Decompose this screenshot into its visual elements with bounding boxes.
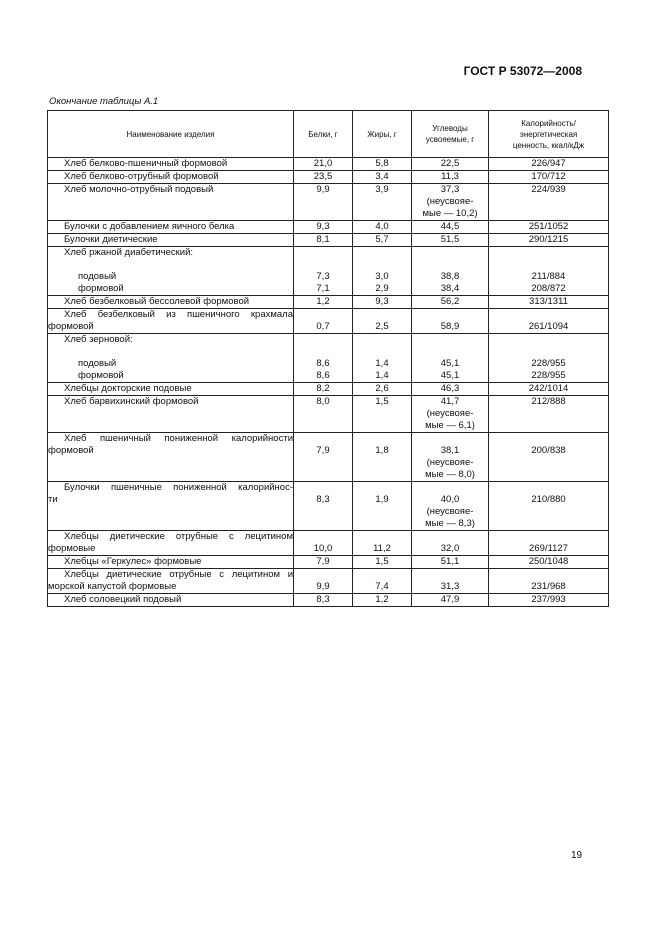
table-row	[48, 482, 609, 531]
carbs-value: 32,0	[440, 543, 460, 554]
protein-cell	[294, 531, 353, 556]
carbs-note: мые — 8,0)	[425, 469, 475, 480]
energy-value: 170/712	[489, 171, 609, 184]
table-row	[48, 396, 609, 433]
carbs-value: 58,9	[440, 321, 460, 332]
table-row	[48, 184, 609, 221]
energy-value: 237/993	[489, 594, 609, 607]
table-row	[48, 171, 609, 184]
protein-value: 8,6	[316, 358, 330, 369]
product-name-line: формовые	[48, 543, 96, 554]
carbs-note: (неусвояе-	[426, 408, 474, 419]
fat-value: 1,4	[375, 358, 389, 369]
product-name	[48, 482, 294, 531]
carbs-cell	[412, 334, 489, 383]
carbs-cell	[412, 531, 489, 556]
carbs-value: 22,5	[412, 158, 489, 171]
carbs-value: 45,1	[440, 370, 460, 381]
energy-cell	[489, 482, 609, 531]
product-name: Хлеб белково-пшеничный формовой	[48, 158, 294, 171]
carbs-value: 46,3	[412, 383, 489, 396]
protein-cell	[294, 433, 353, 482]
fat-value: 2,5	[375, 321, 389, 332]
product-name	[48, 247, 294, 296]
protein-value: 8,1	[294, 234, 353, 247]
product-name	[48, 569, 294, 594]
energy-value: 228/955	[531, 358, 566, 369]
protein-value: 8,3	[294, 594, 353, 607]
header-energy-line: энергетическая	[519, 129, 578, 139]
header-carbs	[412, 111, 489, 158]
protein-value: 8,3	[316, 494, 330, 505]
carbs-cell	[412, 247, 489, 296]
carbs-cell	[412, 433, 489, 482]
protein-value: 9,9	[316, 581, 330, 592]
fat-value: 9,3	[353, 296, 412, 309]
fat-value: 1,8	[375, 445, 389, 456]
table-row	[48, 221, 609, 234]
group-title: Хлеб ржаной диабетический:	[64, 247, 194, 258]
header-energy-line: Калорийность/	[521, 118, 576, 128]
fat-value: 3,9	[353, 184, 412, 221]
fat-value: 3,4	[353, 171, 412, 184]
fat-value: 1,4	[375, 370, 389, 381]
product-name: Булочки с добавлением яичного белка	[48, 221, 294, 234]
protein-value: 8,0	[294, 396, 353, 433]
table-row	[48, 234, 609, 247]
table-row	[48, 334, 609, 383]
carbs-note: мые — 6,1)	[425, 420, 475, 431]
subitem-name: подовый	[78, 271, 117, 282]
energy-value: 208/872	[531, 283, 566, 294]
carbs-value: 47,9	[412, 594, 489, 607]
carbs-value: 51,5	[412, 234, 489, 247]
fat-cell	[353, 334, 412, 383]
energy-value: 261/1094	[528, 321, 569, 332]
carbs-value: 45,1	[440, 358, 460, 369]
product-name-line: формовой	[48, 445, 94, 456]
table-row	[48, 309, 609, 334]
carbs-cell	[412, 482, 489, 531]
protein-value: 9,9	[294, 184, 353, 221]
header-carbs-line: Углеводы	[432, 124, 468, 133]
energy-value: 228/955	[531, 370, 566, 381]
header-name: Наименование изделия	[48, 111, 294, 158]
product-name	[48, 334, 294, 383]
energy-value: 242/1014	[489, 383, 609, 396]
protein-value: 21,0	[294, 158, 353, 171]
product-name-line: Булочки пшеничные пониженной калорийнос-	[64, 482, 293, 493]
fat-cell	[353, 531, 412, 556]
product-name: Хлеб барвихинский формовой	[48, 396, 294, 433]
table-row	[48, 531, 609, 556]
product-name: Хлебцы «Геркулес» формовые	[48, 556, 294, 569]
fat-cell	[353, 482, 412, 531]
carbs-value: 31,3	[440, 581, 460, 592]
product-name: Хлеб безбелковый бессолевой формовой	[48, 296, 294, 309]
table-header-row	[48, 111, 609, 158]
protein-value: 23,5	[294, 171, 353, 184]
table-row	[48, 594, 609, 607]
subitem-name: формовой	[78, 370, 124, 381]
carbs-value: 38,1	[440, 445, 460, 456]
carbs-value: 56,2	[412, 296, 489, 309]
protein-cell	[294, 482, 353, 531]
product-name	[48, 531, 294, 556]
energy-cell	[489, 433, 609, 482]
energy-value: 231/968	[531, 581, 566, 592]
table-caption: Окончание таблицы А.1	[49, 96, 159, 107]
table-row	[48, 556, 609, 569]
energy-value: 251/1052	[489, 221, 609, 234]
protein-value: 8,6	[316, 370, 330, 381]
header-carbs-line: усвояемые, г	[425, 135, 475, 144]
energy-value: 269/1127	[529, 543, 568, 554]
energy-cell	[489, 334, 609, 383]
fat-value: 11,2	[373, 543, 391, 554]
table-row	[48, 383, 609, 396]
fat-value: 5,7	[353, 234, 412, 247]
fat-value: 4,0	[353, 221, 412, 234]
header-fat: Жиры, г	[353, 111, 412, 158]
protein-cell	[294, 569, 353, 594]
protein-value: 0,7	[316, 321, 330, 332]
carbs-note: мые — 8,3)	[425, 518, 475, 529]
fat-cell	[353, 309, 412, 334]
fat-value: 7,4	[375, 581, 389, 592]
nutrition-table	[47, 110, 609, 607]
carbs-note: (неусвояе-	[426, 506, 474, 517]
product-name-line: морской капустой формовые	[48, 581, 177, 592]
table-row	[48, 569, 609, 594]
carbs-note: (неусвояе-	[426, 457, 474, 468]
product-name-line: Хлеб безбелковый из пшеничного крахмала	[64, 309, 293, 320]
fat-value: 3,0	[375, 271, 389, 282]
energy-cell	[489, 309, 609, 334]
energy-value: 250/1048	[489, 556, 609, 569]
carbs-cell	[412, 569, 489, 594]
protein-cell	[294, 247, 353, 296]
subitem-name: формовой	[78, 283, 124, 294]
energy-value: 226/947	[489, 158, 609, 171]
energy-value: 212/888	[489, 396, 609, 433]
standard-number: ГОСТ Р 53072—2008	[463, 64, 582, 78]
fat-value: 2,9	[375, 283, 389, 294]
energy-value: 211/884	[531, 271, 566, 282]
carbs-value: 38,8	[440, 271, 460, 282]
product-name: Хлеб белково-отрубный формовой	[48, 171, 294, 184]
product-name-line: формовой	[48, 321, 94, 332]
product-name	[48, 433, 294, 482]
product-name: Хлеб молочно-отрубный подовый	[48, 184, 294, 221]
product-name: Булочки диетические	[48, 234, 294, 247]
protein-value: 10,0	[313, 543, 333, 554]
protein-value: 9,3	[294, 221, 353, 234]
protein-value: 1,2	[294, 296, 353, 309]
header-energy	[489, 111, 609, 158]
protein-value: 7,9	[294, 556, 353, 569]
carbs-note: мые — 10,2)	[422, 208, 478, 219]
product-name-line: ти	[48, 494, 58, 505]
energy-cell	[489, 569, 609, 594]
carbs-value: 51,1	[412, 556, 489, 569]
group-title: Хлеб зерновой:	[64, 334, 133, 345]
protein-value: 7,1	[316, 283, 330, 294]
product-name	[48, 309, 294, 334]
carbs-value: 37,3	[440, 184, 460, 195]
protein-cell	[294, 309, 353, 334]
fat-value: 2,6	[353, 383, 412, 396]
product-name-line: Хлебцы диетические отрубные с лецитином	[64, 531, 293, 542]
protein-value: 7,9	[316, 445, 330, 456]
fat-value: 1,2	[353, 594, 412, 607]
product-name-line: Хлеб пшеничный пониженной калорийности	[64, 433, 293, 444]
product-name: Хлебцы докторские подовые	[48, 383, 294, 396]
subitem-name: подовый	[78, 358, 117, 369]
carbs-value: 41,7	[440, 396, 460, 407]
energy-value: 200/838	[531, 445, 566, 456]
table-row	[48, 433, 609, 482]
carbs-value: 11,3	[412, 171, 489, 184]
fat-value: 5,8	[353, 158, 412, 171]
header-protein: Белки, г	[294, 111, 353, 158]
carbs-cell	[412, 309, 489, 334]
carbs-value: 44,5	[412, 221, 489, 234]
table-row	[48, 247, 609, 296]
energy-value: 313/1311	[489, 296, 609, 309]
product-name-line: Хлебцы диетические отрубные с лецитином и	[64, 569, 293, 580]
carbs-note: (неусвояе-	[426, 196, 474, 207]
carbs-cell	[412, 184, 489, 221]
energy-cell	[489, 247, 609, 296]
protein-value: 7,3	[316, 271, 330, 282]
energy-value: 224/939	[489, 184, 609, 221]
carbs-value: 38,4	[440, 283, 460, 294]
fat-value: 1,9	[375, 494, 389, 505]
energy-value: 210/880	[531, 494, 566, 505]
table-row	[48, 296, 609, 309]
fat-cell	[353, 247, 412, 296]
fat-cell	[353, 569, 412, 594]
header-energy-line: ценность, ккал/кДж	[512, 140, 585, 150]
energy-cell	[489, 531, 609, 556]
protein-cell	[294, 334, 353, 383]
table-row	[48, 158, 609, 171]
fat-cell	[353, 433, 412, 482]
carbs-cell	[412, 396, 489, 433]
energy-value: 290/1215	[489, 234, 609, 247]
fat-value: 1,5	[353, 556, 412, 569]
protein-value: 8,2	[294, 383, 353, 396]
fat-value: 1,5	[353, 396, 412, 433]
page-number: 19	[571, 850, 583, 861]
product-name: Хлеб соловецкий подовый	[48, 594, 294, 607]
carbs-value: 40,0	[440, 494, 460, 505]
